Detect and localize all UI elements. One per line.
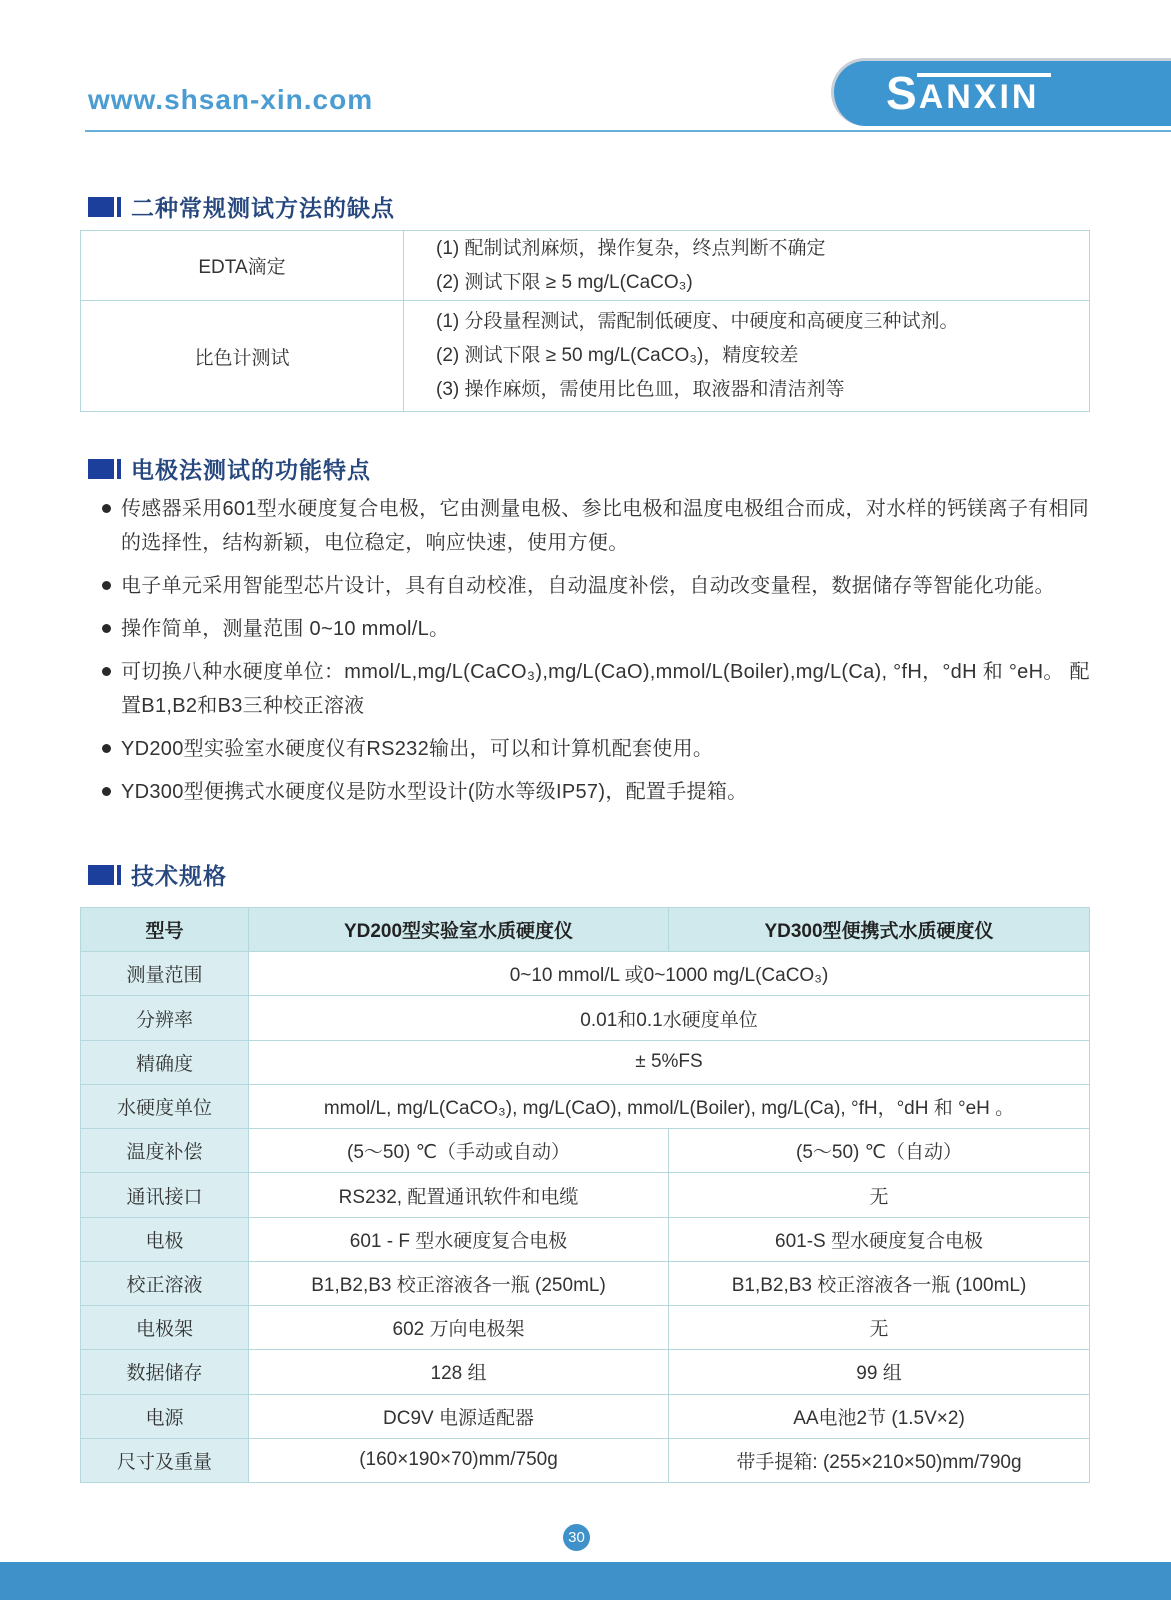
table-row	[81, 1395, 1089, 1439]
defects-table	[80, 230, 1090, 412]
method-name-cell: EDTA滴定	[81, 231, 404, 300]
table-row	[81, 1085, 1089, 1129]
features-list	[102, 492, 1094, 818]
spec-label: 测量范围	[81, 952, 249, 995]
section-marker-icon	[88, 197, 114, 217]
table-row	[81, 1041, 1089, 1085]
table-row	[81, 952, 1089, 996]
spec-label: 尺寸及重量	[81, 1439, 249, 1482]
spec-value-yd200: (5～50) ℃（手动或自动）	[249, 1129, 669, 1172]
spec-value-yd300: 带手提箱: (255×210×50)mm/790g	[736, 1451, 1022, 1473]
table-row	[81, 1218, 1089, 1262]
spec-value-yd300: 无	[869, 1319, 889, 1341]
list-item	[102, 612, 1094, 646]
defect-line: (1) 配制试剂麻烦，操作复杂，终点判断不确定	[436, 237, 826, 259]
spec-label: 温度补偿	[81, 1129, 249, 1172]
section-spec-title	[88, 858, 227, 891]
bullet-icon	[102, 504, 111, 513]
bullet-icon	[102, 624, 111, 633]
table-row	[81, 996, 1089, 1040]
defect-line: (2) 测试下限 ≥ 50 mg/L(CaCO₃)，精度较差	[436, 345, 799, 366]
spec-header-model: 型号	[81, 908, 249, 951]
spec-value-yd300: 601-S 型水硬度复合电极	[775, 1230, 983, 1252]
feature-text: YD200型实验室水硬度仪有RS232输出，可以和计算机配套使用。	[121, 738, 714, 760]
spec-label: 电源	[81, 1395, 249, 1438]
spec-label: 通讯接口	[81, 1173, 249, 1216]
section-features-title	[88, 452, 371, 485]
feature-text: YD300型便携式水硬度仪是防水型设计(防水等级IP57)，配置手提箱。	[121, 781, 748, 803]
section-marker-icon	[88, 865, 114, 885]
spec-value: 0~10 mmol/L 或0~1000 mg/L(CaCO₃)	[509, 965, 829, 987]
feature-text: 电子单元采用智能型芯片设计，具有自动校准，自动温度补偿，自动改变量程，数据储存等智能化功能。	[121, 575, 1055, 597]
bullet-icon	[102, 787, 111, 796]
table-row	[81, 231, 1089, 301]
spec-value-yd300: 无	[869, 1186, 889, 1208]
table-row	[81, 301, 1089, 411]
logo-letters-anxin: ANXIN	[917, 73, 1052, 114]
section-marker-bar-icon	[117, 459, 121, 479]
method-defects-cell	[404, 231, 1089, 300]
header-divider	[85, 130, 1171, 132]
page-number-badge: 30	[563, 1524, 590, 1551]
table-row	[81, 1439, 1089, 1482]
spec-header-row	[81, 908, 1089, 952]
table-row	[81, 1262, 1089, 1306]
logo-letter-s: S	[886, 66, 917, 119]
section-marker-bar-icon	[117, 865, 121, 885]
spec-label: 精确度	[81, 1041, 249, 1084]
spec-value-yd200: B1,B2,B3 校正溶液各一瓶 (250mL)	[249, 1262, 669, 1305]
section-marker-icon	[88, 459, 114, 479]
spec-value: 0.01和0.1水硬度单位	[580, 1009, 758, 1031]
list-item	[102, 569, 1094, 603]
spec-label: 数据储存	[81, 1350, 249, 1393]
feature-text: 可切换八种水硬度单位：mmol/L,mg/L(CaCO₃),mg/L(CaO),mmol/L(Boiler),mg/L(Ca), °fH，°dH 和 °eH。 配置B1,B2和B3三种校正溶液	[121, 661, 1090, 717]
section-title-text: 电极法测试的功能特点	[131, 457, 371, 483]
section-marker-bar-icon	[117, 197, 121, 217]
list-item	[102, 655, 1094, 723]
method-name-cell: 比色计测试	[81, 301, 404, 411]
table-row	[81, 1129, 1089, 1173]
section-title-text: 技术规格	[131, 863, 227, 889]
footer-bar	[0, 1562, 1171, 1600]
spec-label: 分辨率	[81, 996, 249, 1039]
section-title-text: 二种常规测试方法的缺点	[131, 195, 395, 221]
defect-line: (1) 分段量程测试，需配制低硬度、中硬度和高硬度三种试剂。	[436, 311, 959, 332]
defect-line: (3) 操作麻烦，需使用比色皿，取液器和清洁剂等	[436, 379, 845, 400]
bullet-icon	[102, 581, 111, 590]
feature-text: 传感器采用601型水硬度复合电极，它由测量电极、参比电极和温度电极组合而成，对水样的钙镁离子有相同的选择性，结构新颖，电位稳定，响应快速，使用方便。	[121, 498, 1090, 554]
list-item	[102, 775, 1094, 809]
defect-line: (2) 测试下限 ≥ 5 mg/L(CaCO₃)	[436, 271, 693, 293]
spec-value-yd300: 99 组	[856, 1363, 902, 1385]
spec-table	[80, 907, 1090, 1483]
sanxin-logo	[831, 58, 1171, 126]
spec-value-yd200: 128 组	[249, 1350, 669, 1393]
spec-value-yd300: AA电池2节 (1.5V×2)	[793, 1407, 965, 1429]
table-row	[81, 1173, 1089, 1217]
bullet-icon	[102, 744, 111, 753]
spec-label: 电极	[81, 1218, 249, 1261]
spec-value-yd300: B1,B2,B3 校正溶液各一瓶 (100mL)	[731, 1274, 1027, 1296]
table-row	[81, 1350, 1089, 1394]
spec-label: 校正溶液	[81, 1262, 249, 1305]
spec-label: 水硬度单位	[81, 1085, 249, 1128]
website-link[interactable]: www.shsan-xin.com	[88, 84, 374, 115]
spec-value-yd200: (160×190×70)mm/750g	[249, 1439, 669, 1482]
spec-header-yd200: YD200型实验室水质硬度仪	[249, 908, 669, 951]
table-row	[81, 1306, 1089, 1350]
spec-value: ± 5%FS	[635, 1051, 703, 1073]
spec-label: 电极架	[81, 1306, 249, 1349]
spec-value-yd200: DC9V 电源适配器	[249, 1395, 669, 1438]
logo-text	[886, 66, 1051, 119]
bullet-icon	[102, 667, 111, 676]
spec-value-yd200: 602 万向电极架	[249, 1306, 669, 1349]
spec-value-yd200: 601 - F 型水硬度复合电极	[249, 1218, 669, 1261]
spec-header-yd300: YD300型便携式水质硬度仪	[669, 908, 1089, 951]
spec-value-yd300: (5～50) ℃（自动）	[796, 1142, 962, 1164]
list-item	[102, 492, 1094, 560]
feature-text: 操作简单，测量范围 0~10 mmol/L。	[121, 618, 450, 640]
spec-value-yd200: RS232, 配置通讯软件和电缆	[249, 1173, 669, 1216]
list-item	[102, 732, 1094, 766]
method-defects-cell	[404, 301, 1089, 411]
section-defects-title	[88, 190, 395, 223]
spec-value: mmol/L, mg/L(CaCO₃), mg/L(CaO), mmol/L(Boiler), mg/L(Ca), °fH，°dH 和 °eH 。	[323, 1098, 1015, 1120]
